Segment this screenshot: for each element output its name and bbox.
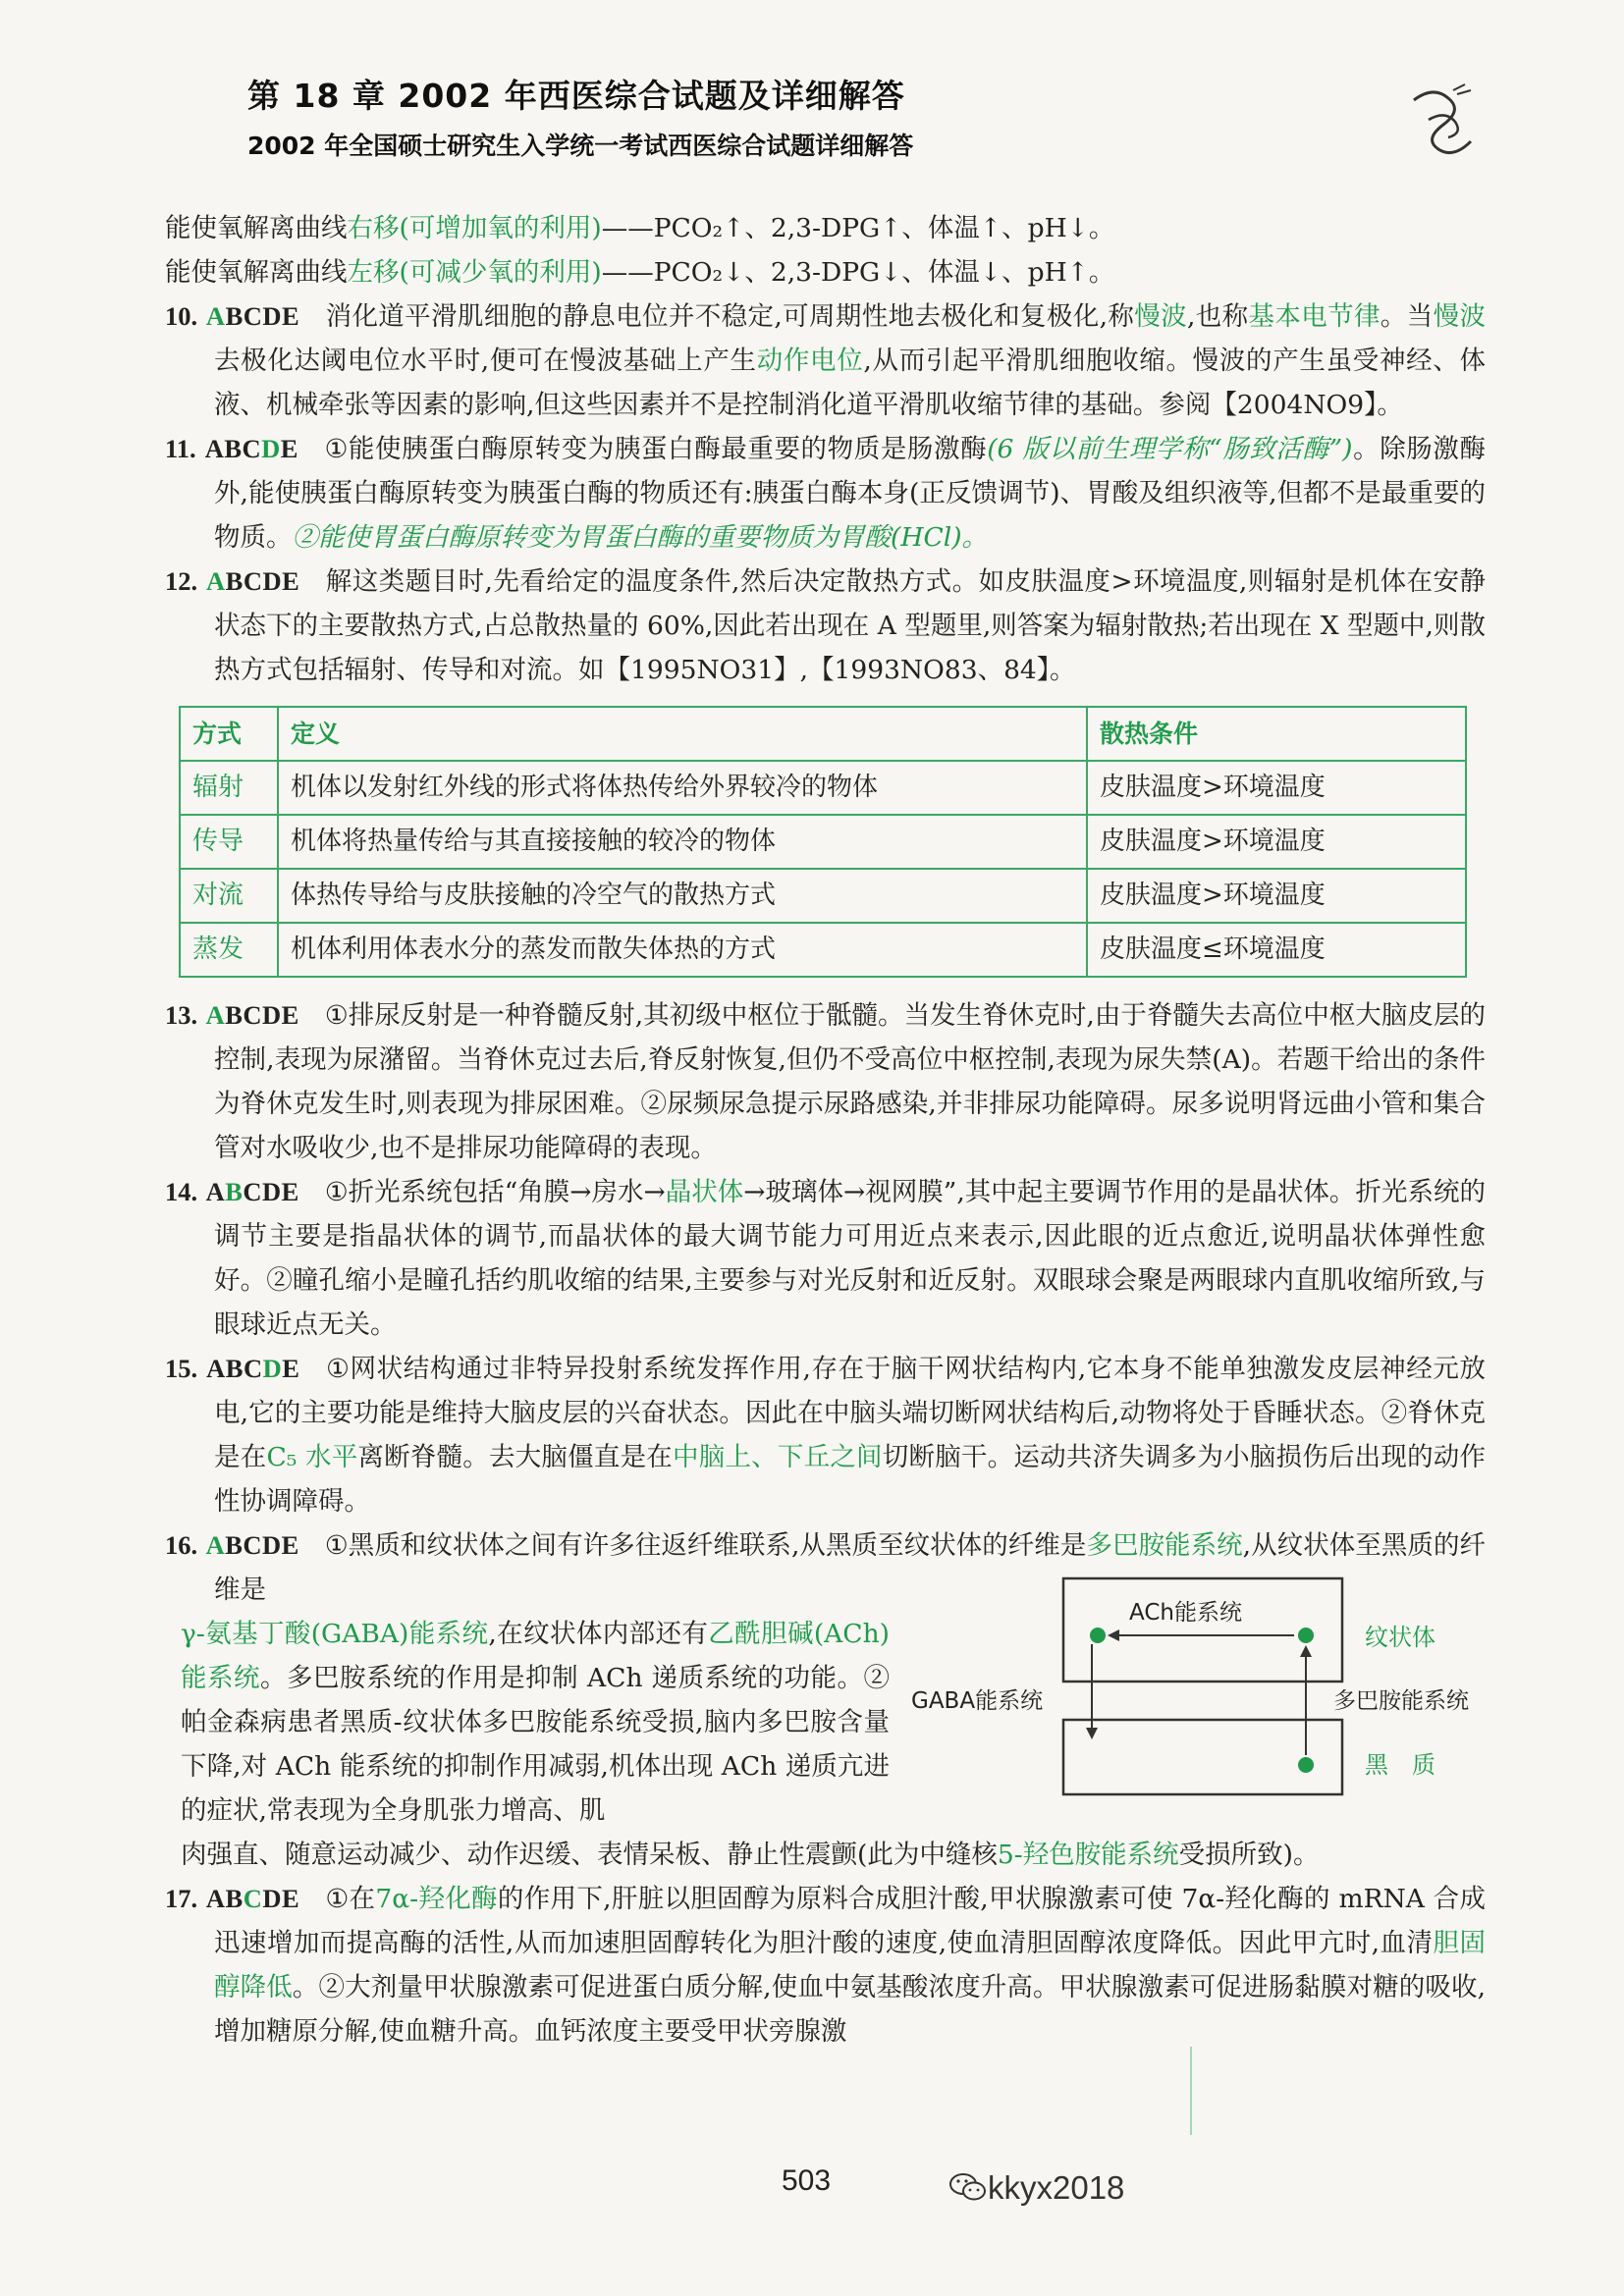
table-row: 蒸发 机体利用体表水分的蒸发而散失体热的方式 皮肤温度≤环境温度 bbox=[180, 923, 1466, 977]
heat-dissipation-table bbox=[179, 706, 1467, 978]
handwritten-mark-icon bbox=[1394, 80, 1483, 169]
chapter-title: 第 18 章 2002 年西医综合试题及详细解答 bbox=[247, 77, 905, 115]
question-15: 15. ABCDE ①网状结构通过非特异投射系统发挥作用,存在于脑干网状结构内,它本身不能单独激发皮层神经元放电,它的主要功能是维持大脑皮层的兴奋状态。因此在中脑头端切断网状结构后,动物将处于昏睡状态。②脊休克是在C₅ 水平离断脊髓。去大脑僵直是在中脑上、下丘之间切断脑干。运动共济失调多为小脑损伤后出现的动作性协调障碍。 bbox=[165, 1354, 1487, 1517]
answer-key: ABCDE bbox=[206, 1354, 300, 1383]
substantia-dot bbox=[1298, 1757, 1314, 1773]
nigrostriatal-diagram bbox=[911, 1571, 1490, 1806]
chapter-subtitle: 2002 年全国硕士研究生入学统一考试西医综合试题详细解答 bbox=[247, 132, 914, 160]
answer-key: ABCDE bbox=[205, 1000, 299, 1030]
answer-key: ABCDE bbox=[206, 566, 300, 596]
question-11: 11. ABCDE ①能使胰蛋白酶原转变为胰蛋白酶最重要的物质是肠激酶(6 版以前生理学称“肠致活酶”)。除肠激酶外,能使胰蛋白酶原转变为胰蛋白酶的物质还有:胰蛋白酶本身(正反馈调节)、胃酸及组织液等,但都不是最重要的物质。②能使胃蛋白酶原转变为胃蛋白酶的重要物质为胃酸(HCl)。 bbox=[165, 434, 1486, 553]
answer-key: ABCDE bbox=[204, 434, 298, 463]
wechat-icon bbox=[948, 2171, 988, 2203]
table-row: 传导 机体将热量传给与其直接接触的较冷的物体 皮肤温度>环境温度 bbox=[180, 815, 1466, 869]
table-row: 辐射 机体以发射红外线的形式将体热传给外界较冷的物体 皮肤温度>环境温度 bbox=[180, 761, 1466, 815]
striatum-dot-right bbox=[1298, 1628, 1314, 1643]
substantia-nigra-label: 黑 质 bbox=[1365, 1751, 1435, 1779]
table-header-row: 方式 定义 散热条件 bbox=[180, 707, 1466, 761]
gaba-system-label: GABA能系统 bbox=[911, 1688, 1044, 1714]
answer-key: ABCDE bbox=[205, 1177, 299, 1206]
question-10: 10. ABCDE 消化道平滑肌细胞的静息电位并不稳定,可周期性地去极化和复极化,称慢波,也称基本电节律。当慢波去极化达阈电位水平时,便可在慢波基础上产生动作电位,从而引起平滑肌细胞收缩。慢波的产生虽受神经、体液、机械牵张等因素的影响,但这些因素并不是控制消化道平滑肌收缩节律的基础。参阅【2004NO9】。 bbox=[165, 301, 1487, 420]
intro-line-2: 能使氧解离曲线左移(可减少氧的利用)——PCO₂↓、2,3-DPG↓、体温↓、pH↑。 bbox=[165, 257, 1115, 288]
question-14: 14. ABCDE ①折光系统包括“角膜→房水→晶状体→玻璃体→视网膜”,其中起主要调节作用的是晶状体。折光系统的调节主要是指晶状体的调节,而晶状体的最大调节能力可用近点来表示,因此眼的近点愈近,说明晶状体弹性愈好。②瞳孔缩小是瞳孔括约肌收缩的结果,主要参与对光反射和近反射。双眼球会聚是两眼球内直肌收缩所致,与眼球近点无关。 bbox=[165, 1177, 1486, 1340]
watermark: kkyx2018 bbox=[948, 2169, 1124, 2207]
intro-line-1: 能使氧解离曲线右移(可增加氧的利用)——PCO₂↑、2,3-DPG↑、体温↑、pH↓。 bbox=[165, 213, 1115, 243]
answer-key: ABCDE bbox=[205, 1884, 300, 1913]
ach-system-label: ACh能系统 bbox=[1129, 1600, 1242, 1626]
margin-line bbox=[1190, 2047, 1192, 2135]
answer-key: ABCDE bbox=[205, 301, 300, 331]
question-13: 13. ABCDE ①排尿反射是一种脊髓反射,其初级中枢位于骶髓。当发生脊休克时,由于脊髓失去高位中枢大脑皮层的控制,表现为尿潴留。当脊休克过去后,脊反射恢复,但仍不受高位中枢控制,表现为尿失禁(A)。若题干给出的条件为脊休克发生时,则表现为排尿困难。②尿频尿急提示尿路感染,并非排尿功能障碍。尿多说明肾远曲小管和集合管对水吸收少,也不是排尿功能障碍的表现。 bbox=[165, 1000, 1486, 1163]
table-row: 对流 体热传导给与皮肤接触的冷空气的散热方式 皮肤温度>环境温度 bbox=[180, 869, 1466, 923]
page-content bbox=[165, 206, 1486, 2054]
question-12: 12. ABCDE 解这类题目时,先看给定的温度条件,然后决定散热方式。如皮肤温度>环境温度,则辐射是机体在安静状态下的主要散热方式,占总散热量的 60%,因此若出现在 A 型题里,则答案为辐射散热;若出现在 X 型题中,则散热方式包括辐射、传导和对流。如【1995NO31】,【1993NO83、84】。 bbox=[165, 566, 1486, 685]
page-header bbox=[247, 71, 913, 162]
striatum-label: 纹状体 bbox=[1365, 1624, 1435, 1651]
page-number: 503 bbox=[782, 2164, 832, 2197]
answer-key: ABCDE bbox=[205, 1530, 299, 1560]
striatum-dot-left bbox=[1090, 1628, 1106, 1643]
question-17: 17. ABCDE ①在7α-羟化酶的作用下,肝脏以胆固醇为原料合成胆汁酸,甲状腺激素可使 7α-羟化酶的 mRNA 合成迅速增加而提高酶的活性,从而加速胆固醇转化为胆汁酸的速度,使血清胆固醇浓度降低。因此甲亢时,血清胆固醇降低。②大剂量甲状腺激素可促进蛋白质分解,使血中氨基酸浓度升高。甲状腺激素可促进肠黏膜对糖的吸收,增加糖原分解,使血糖升高。血钙浓度主要受甲状旁腺激 bbox=[165, 1884, 1487, 2047]
dopamine-system-label: 多巴胺能系统 bbox=[1333, 1688, 1469, 1714]
question-16: 16. ABCDE ①黑质和纹状体之间有许多往返纤维联系,从黑质至纹状体的纤维是多巴胺能系统,从纹状体至黑质的纤维是 γ-氨基丁酸(GABA)能系统,在纹状体内部还有乙酰胆碱(ACh)能系统。多巴胺系统的作用是抑制 ACh 递质系统的功能。②帕金森病患者黑质-纹状体多巴胺能系统受损,脑内多巴胺含量下降,对 ACh 能系统的抑制作用减弱,机体出现 ACh 递质亢进的症状,常表现为全身肌张力增高、肌 肉强直、随意运动减少、动作迟缓、表情呆板、静止性震颤(此为中缝核5-羟色胺能系统受损所致)。 ACh能系统 纹状体 GABA能系统 多巴胺能系统 黑 质 bbox=[165, 1523, 1486, 1877]
